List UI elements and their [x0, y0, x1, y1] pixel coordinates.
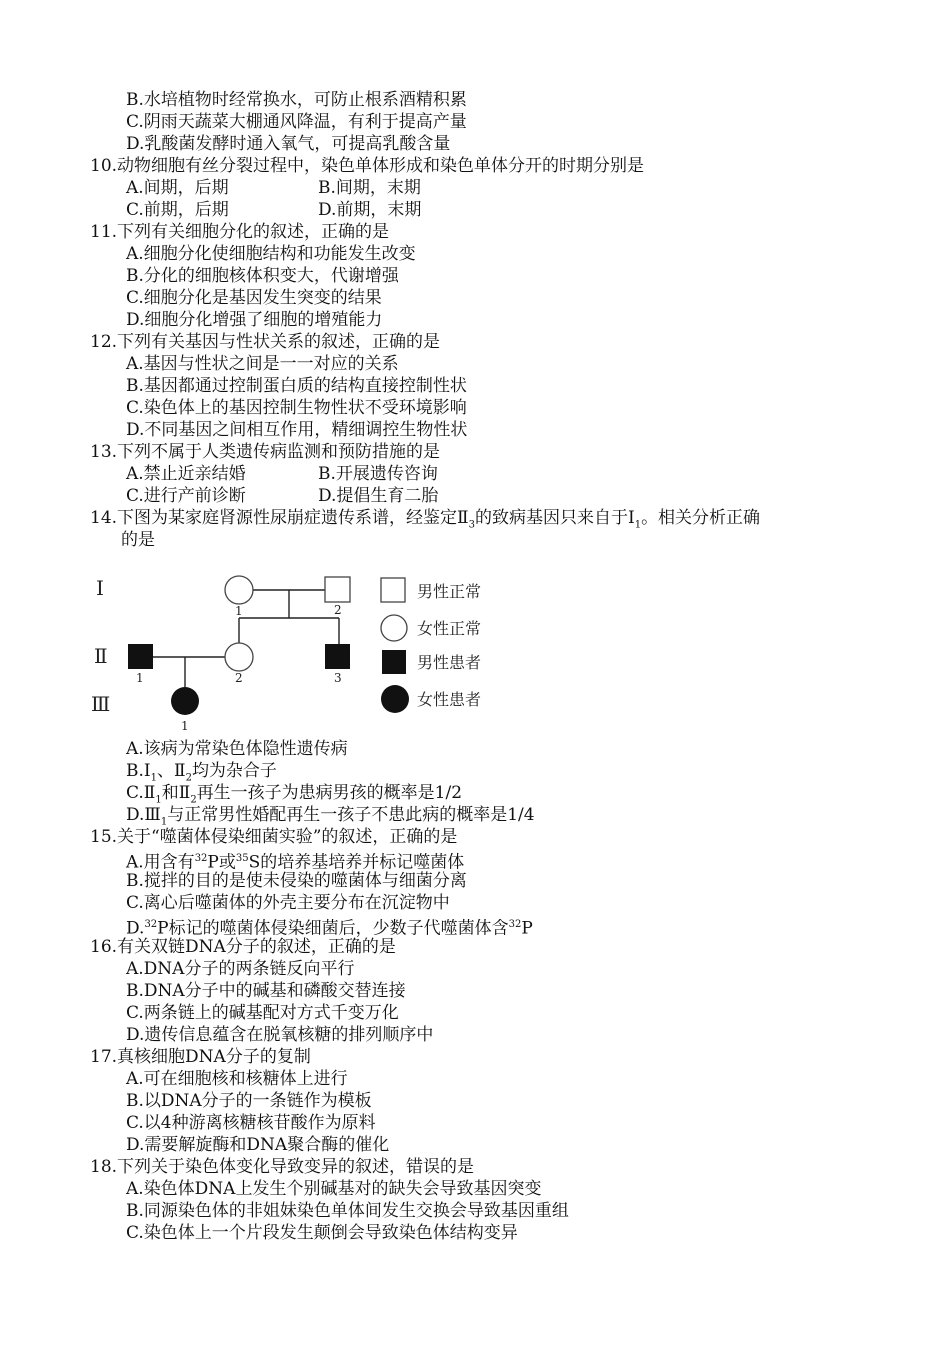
q18-option-b: B.同源染色体的非姐妹染色单体间发生交换会导致基因重组: [126, 1201, 569, 1221]
q16-option-b: B.DNA分子中的碱基和磷酸交替连接: [126, 981, 406, 1001]
q13-option-b: B.开展遗传咨询: [318, 464, 438, 484]
q11-option-c: C.细胞分化是基因发生突变的结果: [126, 288, 382, 308]
question-15-stem: 15.关于“噬菌体侵染细菌实验”的叙述，正确的是: [90, 827, 458, 847]
q18-option-a: A.染色体DNA上发生个别碱基对的缺失会导致基因突变: [126, 1179, 542, 1199]
q11-option-a: A.细胞分化使细胞结构和功能发生改变: [126, 244, 416, 264]
person-i-1: [225, 576, 253, 604]
q18-option-c: C.染色体上一个片段发生颠倒会导致染色体结构变异: [126, 1223, 518, 1243]
q16-option-c: C.两条链上的碱基配对方式千变万化: [126, 1003, 399, 1023]
person-i-2: [325, 577, 350, 602]
question-17-stem: 17.真核细胞DNA分子的复制: [90, 1047, 311, 1067]
person-ii-1: [128, 644, 153, 669]
q11-option-d: D.细胞分化增强了细胞的增殖能力: [126, 310, 383, 330]
question-12-stem: 12.下列有关基因与性状关系的叙述，正确的是: [90, 332, 441, 352]
q15-option-c: C.离心后噬菌体的外壳主要分布在沉淀物中: [126, 893, 450, 913]
question-16-stem: 16.有关双链DNA分子的叙述，正确的是: [90, 937, 396, 957]
q17-option-b: B.以DNA分子的一条链作为模板: [126, 1091, 372, 1111]
legend-female-normal-symbol: [381, 615, 407, 641]
q12-option-b: B.基因都通过控制蛋白质的结构直接控制性状: [126, 376, 467, 396]
q16-option-a: A.DNA分子的两条链反向平行: [126, 959, 355, 979]
gen-label-1: Ⅰ: [96, 576, 104, 600]
legend-male-affected: 男性患者: [417, 653, 482, 672]
q14-option-c: $C.Ⅱ_1$和$Ⅱ_2$再生一孩子为患病男孩的概率是1/2: [126, 783, 463, 806]
num-ii-1: 1: [136, 671, 144, 685]
q17-option-c: C.以4种游离核糖核苷酸作为原料: [126, 1113, 376, 1133]
num-iii-1: 1: [181, 719, 189, 733]
legend-female-affected: 女性患者: [417, 690, 482, 709]
question-18-stem: 18.下列关于染色体变化导致变异的叙述，错误的是: [90, 1157, 475, 1177]
q10-option-d: D.前期，末期: [318, 200, 422, 220]
q14-option-d: $D.Ⅲ_1$与正常男性婚配再生一孩子不患此病的概率是1/4: [126, 805, 535, 828]
q9-option-d: D.乳酸菌发酵时通入氧气，可提高乳酸含量: [126, 134, 451, 154]
q9-option-c: C.阴雨天蔬菜大棚通风降温，有利于提高产量: [126, 112, 467, 132]
question-14-stem: 14.下图为某家庭肾源性尿崩症遗传系谱，经鉴定$Ⅱ_3$的致病基因只来自于$Ⅰ_1$。相关分析正确: [90, 508, 761, 531]
q10-option-a: A.间期，后期: [126, 178, 229, 198]
person-ii-2: [225, 643, 253, 671]
question-14-stem-cont: 的是: [121, 530, 155, 550]
question-10-stem: 10.动物细胞有丝分裂过程中，染色单体形成和染色单体分开的时期分别是: [90, 156, 645, 176]
legend-female-normal: 女性正常: [417, 619, 482, 638]
q14-option-a: A.该病为常染色体隐性遗传病: [126, 739, 348, 759]
gen-label-3: Ⅲ: [91, 692, 111, 716]
legend-male-affected-symbol: [382, 650, 406, 674]
person-iii-1: [171, 687, 199, 715]
q14-option-b: $B.Ⅰ_1$、$Ⅱ_2$均为杂合子: [126, 761, 277, 784]
q13-option-a: A.禁止近亲结婚: [126, 464, 246, 484]
q15-option-a: A.用含有$^{32}$P或$^{35}$S的培养基培养并标记噬菌体: [126, 852, 465, 873]
question-13-stem: 13.下列不属于人类遗传病监测和预防措施的是: [90, 442, 441, 462]
q13-option-c: C.进行产前诊断: [126, 486, 246, 506]
gen-label-2: Ⅱ: [94, 644, 108, 668]
q9-option-b: B.水培植物时经常换水，可防止根系酒精积累: [126, 90, 467, 110]
q11-option-b: B.分化的细胞核体积变大，代谢增强: [126, 266, 399, 286]
q17-option-d: D.需要解旋酶和DNA聚合酶的催化: [126, 1135, 390, 1155]
num-i-1: 1: [235, 604, 243, 618]
q13-option-d: D.提倡生育二胎: [318, 486, 439, 506]
legend-female-affected-symbol: [381, 685, 409, 713]
q12-option-c: C.染色体上的基因控制生物性状不受环境影响: [126, 398, 467, 418]
q17-option-a: A.可在细胞核和核糖体上进行: [126, 1069, 348, 1089]
q10-option-b: B.间期，末期: [318, 178, 421, 198]
num-i-2: 2: [334, 603, 342, 617]
q12-option-a: A.基因与性状之间是一一对应的关系: [126, 354, 399, 374]
person-ii-3: [325, 644, 350, 669]
num-ii-3: 3: [334, 671, 342, 685]
q16-option-d: D.遗传信息蕴含在脱氧核糖的排列顺序中: [126, 1025, 434, 1045]
legend-male-normal: 男性正常: [417, 582, 482, 601]
q10-option-c: C.前期，后期: [126, 200, 229, 220]
question-11-stem: 11.下列有关细胞分化的叙述，正确的是: [90, 222, 390, 242]
legend-male-normal-symbol: [381, 578, 405, 602]
q12-option-d: D.不同基因之间相互作用，精细调控生物性状: [126, 420, 468, 440]
q15-option-b: B.搅拌的目的是使未侵染的噬菌体与细菌分离: [126, 871, 467, 891]
q15-option-d: D.$^{32}$P标记的噬菌体侵染细菌后，少数子代噬菌体含$^{32}$P: [126, 918, 533, 939]
num-ii-2: 2: [235, 671, 243, 685]
pedigree-chart: [88, 568, 518, 736]
